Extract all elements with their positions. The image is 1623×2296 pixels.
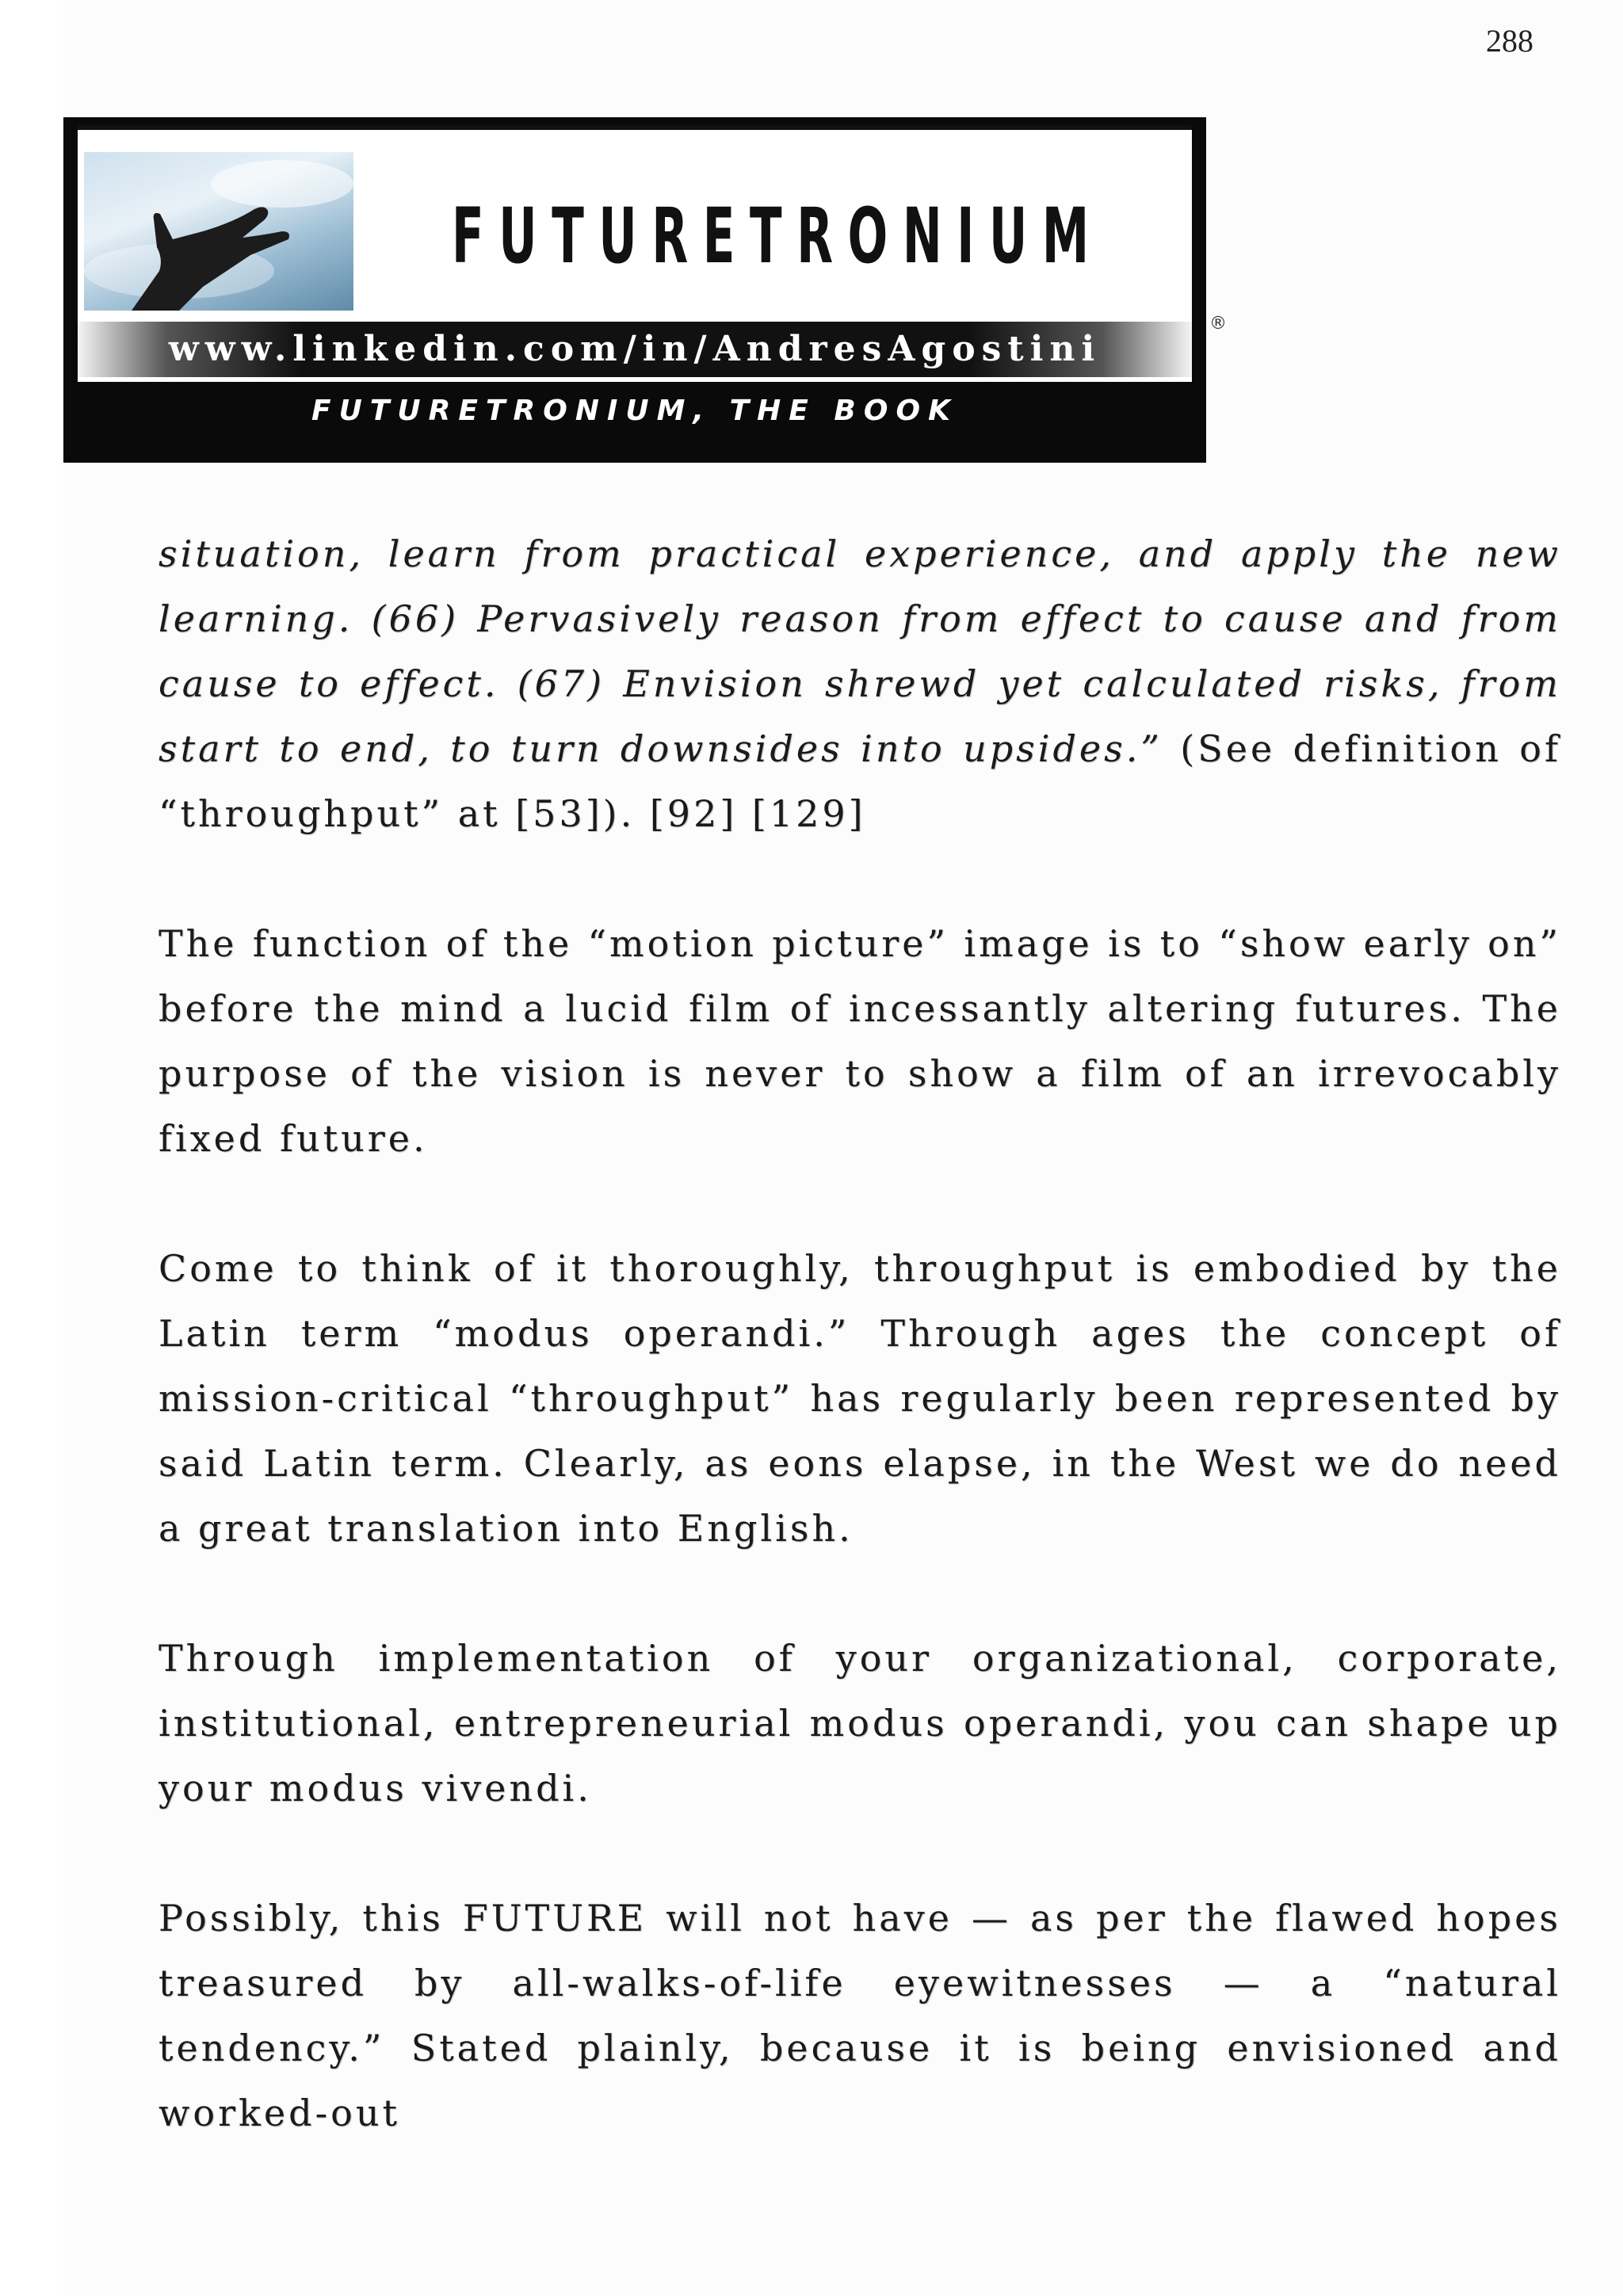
registered-mark: ® (1209, 314, 1227, 334)
paragraph-3: Come to think of it thoroughly, throughput is embodied by the Latin term “modus operandi.” Through ages the concept of mission-critical “throughput” has regularly been represented by said Latin term. Clearly, as eons elapse, in the West we do need a great translation into English. (158, 1247, 1561, 1550)
body-text (158, 521, 1561, 2210)
paragraph-4: Through implementation of your organizational, corporate, institutional, entrepreneurial modus operandi, you can shape up your modus vivendi. (158, 1637, 1561, 1810)
paragraph-5: Possibly, this FUTURE will not have — as per the flawed hopes treasured by all-walks-of-life eyewitnesses — a “natural tendency.” Stated plainly, because it is being envisioned and worked-out (158, 1897, 1561, 2134)
banner-link-bar (78, 322, 1192, 377)
reaching-hand-icon (84, 152, 353, 311)
banner-title: FUTURETRONIUM (452, 192, 1104, 280)
banner-subtitle: FUTURETRONIUM, THE BOOK (311, 395, 958, 427)
linkedin-url[interactable]: www.linkedin.com/in/AndresAgostini (168, 329, 1102, 369)
paragraph-1 (158, 521, 1561, 846)
header-banner (63, 117, 1227, 463)
paragraph-1-regular: (See definition of “throughput” at [53]). [92] [129] (158, 727, 1561, 835)
page-number: 288 (1486, 23, 1533, 59)
paragraph-2: The function of the “motion picture” image is to “show early on” before the mind a lucid film of incessantly altering futures. The purpose of the vision is never to show a film of an irrevocably fixed future. (158, 922, 1561, 1160)
hand-sky-photo (84, 152, 353, 311)
paragraph-1-italic: situation, learn from practical experience, and apply the new learning. (66) Pervasively reason from effect to cause and from cause to effect. (67) Envision shrewd yet calculated risks, from start to end, to turn downsides into upsides.” (158, 532, 1561, 770)
